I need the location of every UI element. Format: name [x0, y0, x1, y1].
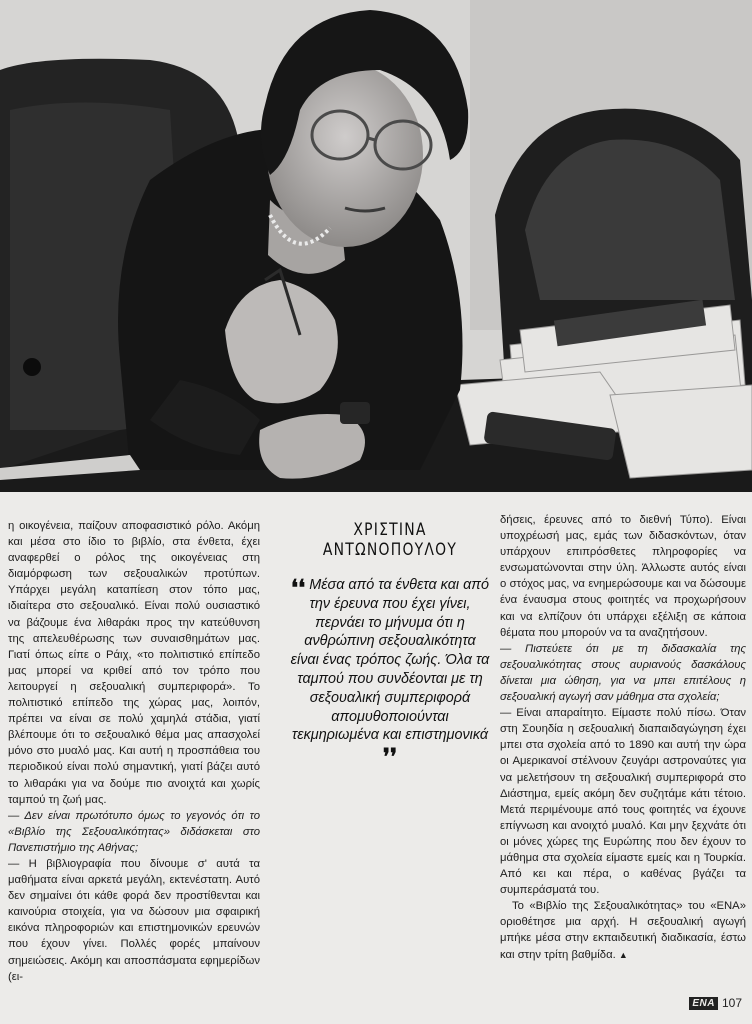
author-first-name: ΧΡΙΣΤΙΝΑ: [353, 520, 427, 540]
author-last-name: ΑΝΤΩΝΟΠΟΥΛΟΥ: [322, 540, 458, 560]
portrait-illustration: [0, 0, 752, 492]
end-mark-icon: ▲: [618, 949, 628, 960]
right-text-column: [500, 512, 746, 963]
page-number: 107: [721, 996, 742, 1010]
pull-quote-text: Μέσα από τα ένθετα και από την έρευνα που έχει γίνει, περνάει το μήνυμα ότι η ανθρώπινη σεξουαλικότητα είναι ένας τρόπος ζωής. Όλα τα ταμπού που συνδέονται με τη σεξουαλική συμπεριφορά απομυθοποιούνται τεκμηριωμένα και επιστημονικά: [290, 577, 490, 744]
author-pullquote-block: [290, 520, 490, 770]
portrait-photo: [0, 0, 752, 492]
answer-paragraph: — Η βιβλιογραφία που δίνουμε σ' αυτά τα μαθήματα είναι αρκετά μεγάλη, εκτενέστατη. Αυτό δεν σημαίνει ότι κάθε φορά δεν προστίθενται και καινούρια στοιχεία, για να δώσουν μια σφαιρική εικόνα πληροφοριών και επιστημονικών ερευνών που έχουν γίνει. Πολλές φορές μπαίνουν σημειώσεις. Ακόμη και αποσπάσματα εφημερίδων (ει-: [8, 857, 260, 983]
answer-paragraph: η οικογένεια, παίζουν αποφασιστικό ρόλο. Ακόμη και μέσα στο ίδιο το βιβλίο, στα ένθετα, έχει αναφερθεί ο ρόλος της οικογένειας στη διαμόρφωση των σεξουαλικών προτύπων. Υπάρχει μεγάλη καταπίεση στον τόπο μας, ιδιαίτερα στο σεξουαλικό. Είναι πολύ ουσιαστικό να βάζουμε ένα λιθαράκι προς την κατεύθυνση της απελευθέρωσης των συναισθημάτων μας. Γιατί όπως είπε ο Ράιχ, «το πολιτιστικό επίπεδο μας μπορεί να κριθεί από τον τρόπο που λειτουργεί η σεξουαλική συμπεριφορά». Το πολιτιστικό επίπεδο της χώρας μας, λοιπόν, πρέπει να είναι σε πολύ χαμηλά στάδια, γιατί βλέπουμε ότι το σεξουαλικό θέμα μας απασχολεί μόνο στο μυαλό μας. Και αυτή η προσπάθεια του περιοδικού είναι πολύ σημαντική, γιατί βάζει αυτό το λιθαράκι για να δούμε πιο ανοιχτά και χωρίς ταμπού τη ζωή μας.: [8, 520, 260, 806]
close-quote-icon: ❜❜: [382, 744, 398, 770]
interview-question: — Δεν είναι πρωτότυπο όμως το γεγονός ότι το «Βιβλίο της Σεξουαλικότητας» διδάσκεται στο Πανεπιστήμιο της Αθήνας;: [8, 809, 260, 854]
interview-question: — Πιστεύετε ότι με τη διδασκαλία της σεξουαλικότητας στους αυριανούς δασκάλους δίνεται μια ώθηση, για να μπει επιτέλους η σεξουαλική αγωγή σαν μάθημα στα σχολεία;: [500, 642, 746, 704]
answer-paragraph: δήσεις, έρευνες από το διεθνή Τύπο). Είναι υποχρέωσή μας, εμάς των διδασκόντων, όταν υπάρχουν επιπρόσθετες πληροφορίες να ενσωματώνονται στην ύλη. Άλλωστε αυτός είναι ο στόχος μας, να ενημερώσουμε και να δώσουμε ένα έναυσμα στους φοιτητές να προχωρήσουν και να ελπίζουν ότι υπάρχει εξέλιξη σε κάποια θέματα που μπορούν να τα αναζητήσουν.: [500, 514, 746, 639]
left-text-column: [8, 518, 260, 985]
closing-paragraph: [500, 898, 746, 962]
magazine-logo: ΕΝΑ: [689, 997, 718, 1010]
pull-quote: [290, 575, 490, 770]
closing-paragraph-text: Το «Βιβλίο της Σεξουαλικότητας» του «ΕΝΑ» οριοθέτησε μια αρχή. Η σεξουαλική αγωγή μπήκε μέσα στην εκπαιδευτική διαδικασία, έστω και στην τρίτη βαθμίδα.: [500, 900, 746, 961]
answer-paragraph: — Είναι απαραίτητο. Είμαστε πολύ πίσω. Όταν στη Σουηδία η σεξουαλική διαπαιδαγώγηση έχει μπει στα σχολεία από το 1890 και αυτή την ώρα οι Αμερικανοί στέλνουν ζευγάρι αστροναύτες για να μελετήσουν τη σεξουαλική συμπεριφορά στο Διάστημα, εμείς ακόμη δεν συζητάμε κάτι τέτοιο. Μετά περιμένουμε από τους φοιτητές να έχουνε επίγνωση και ανοιχτό μυαλό. Και μην ξεχνάτε ότι οι μόνες χώρες της Ευρώπης που δεν έχουν το μάθημα στα σχολεία είμαστε εμείς και η Τουρκία. Από κει και πέρα, ο καθένας βγάζει τα συμπεράσματά του.: [500, 707, 746, 897]
page-footer: [689, 996, 742, 1010]
author-name: [308, 520, 472, 560]
open-quote-icon: ❛❛: [291, 575, 306, 600]
